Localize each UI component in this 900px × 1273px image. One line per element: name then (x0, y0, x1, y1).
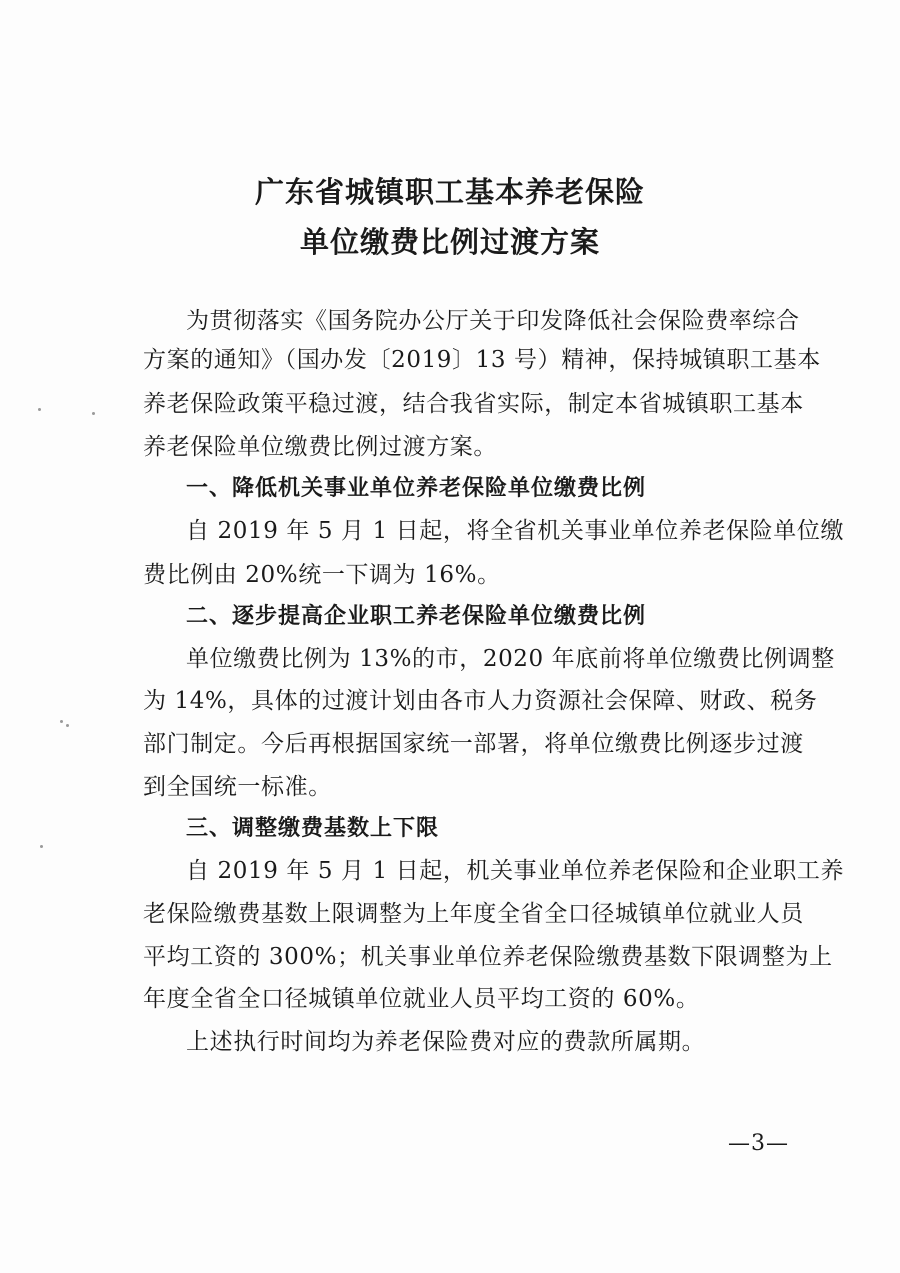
section-2-line-4: 到全国统一标准。 (143, 774, 332, 800)
intro-line-1: 为贯彻落实《国务院办公厅关于印发降低社会保险费率综合 (186, 308, 800, 334)
scan-speck (66, 724, 69, 727)
scan-speck (92, 412, 95, 415)
intro-line-3: 养老保险政策平稳过渡，结合我省实际，制定本省城镇职工基本 (143, 391, 804, 417)
section-3-line-3: 平均工资的 300%；机关事业单位养老保险缴费基数下限调整为上 (143, 944, 833, 970)
document-title-line-1: 广东省城镇职工基本养老保险 (254, 175, 645, 209)
scan-speck (40, 845, 43, 848)
intro-line-2: 方案的通知》（国办发〔2019〕13 号）精神，保持城镇职工基本 (143, 347, 821, 373)
section-2-line-1: 单位缴费比例为 13%的市，2020 年底前将单位缴费比例调整 (186, 646, 835, 672)
scan-speck (38, 408, 41, 411)
section-1-line-2: 费比例由 20%统一下调为 16%。 (143, 562, 501, 588)
page-number: —3— (728, 1131, 789, 1156)
section-2-heading: 二、逐步提高企业职工养老保险单位缴费比例 (186, 604, 647, 629)
document-title-line-2: 单位缴费比例过渡方案 (299, 225, 600, 259)
section-3-line-2: 老保险缴费基数上限调整为上年度全省全口径城镇单位就业人员 (143, 901, 804, 927)
section-3-line-4: 年度全省全口径城镇单位就业人员平均工资的 60%。 (143, 986, 700, 1012)
scan-speck (60, 720, 63, 723)
section-1-line-1: 自 2019 年 5 月 1 日起，将全省机关事业单位养老保险单位缴 (186, 518, 845, 544)
section-2-line-2: 为 14%，具体的过渡计划由各市人力资源社会保障、财政、税务 (143, 688, 818, 714)
intro-line-4: 养老保险单位缴费比例过渡方案。 (143, 434, 497, 460)
section-3-line-1: 自 2019 年 5 月 1 日起，机关事业单位养老保险和企业职工养 (186, 858, 845, 884)
section-2-line-3: 部门制定。今后再根据国家统一部署，将单位缴费比例逐步过渡 (143, 731, 804, 757)
section-3-heading: 三、调整缴费基数上下限 (186, 816, 440, 841)
section-1-heading: 一、降低机关事业单位养老保险单位缴费比例 (186, 476, 647, 501)
closing-paragraph: 上述执行时间均为养老保险费对应的费款所属期。 (186, 1029, 706, 1055)
